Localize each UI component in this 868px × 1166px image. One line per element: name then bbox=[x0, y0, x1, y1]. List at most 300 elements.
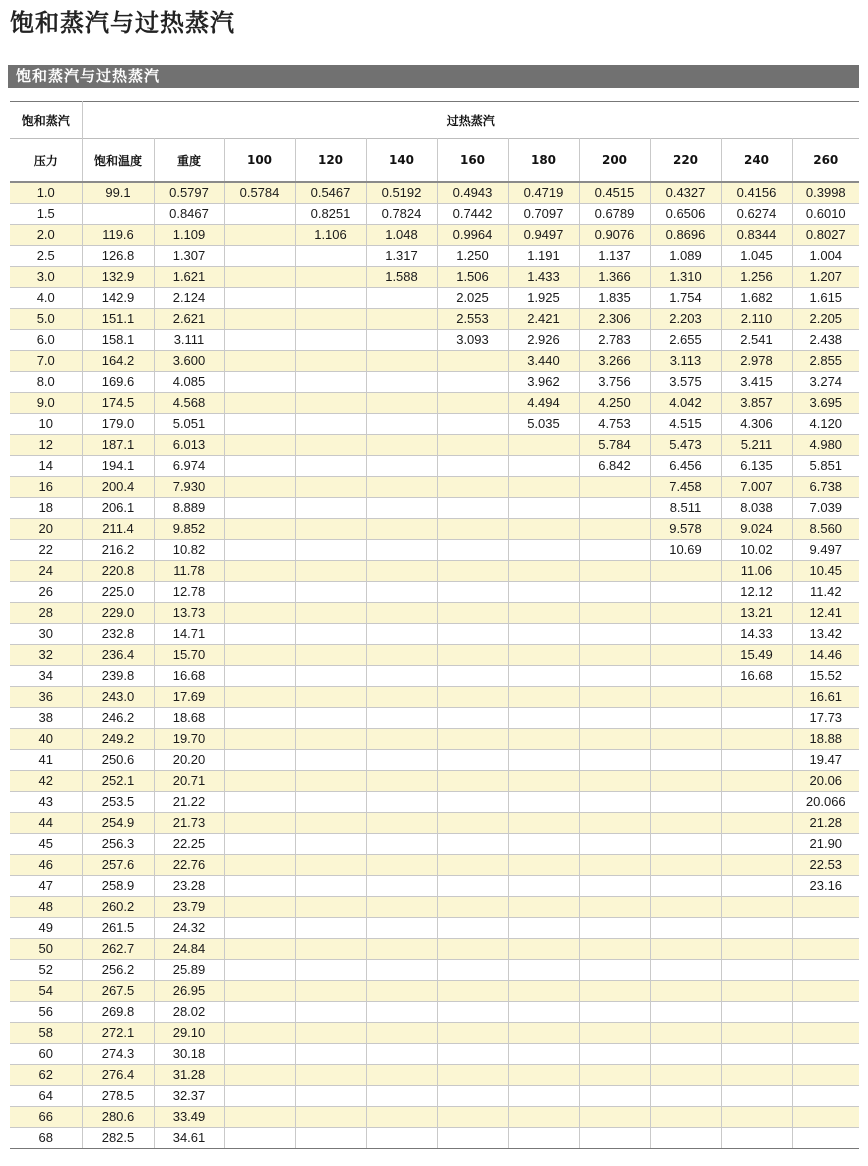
superheated-value-cell: 21.28 bbox=[792, 813, 859, 834]
table-row bbox=[10, 687, 859, 708]
superheated-value-cell: 3.962 bbox=[508, 372, 579, 393]
superheated-value-cell bbox=[508, 918, 579, 939]
superheated-value-cell bbox=[224, 897, 295, 918]
superheated-value-cell bbox=[579, 1065, 650, 1086]
superheated-value-cell bbox=[437, 456, 508, 477]
superheated-value-cell: 0.5192 bbox=[366, 182, 437, 204]
steam-table-container bbox=[10, 101, 859, 1149]
saturation-temp-cell: 126.8 bbox=[82, 246, 154, 267]
superheated-value-cell bbox=[579, 855, 650, 876]
pressure-cell: 24 bbox=[10, 561, 82, 582]
superheated-value-cell bbox=[295, 666, 366, 687]
superheated-value-cell bbox=[437, 624, 508, 645]
superheated-value-cell bbox=[295, 750, 366, 771]
specific-weight-cell: 23.79 bbox=[154, 897, 224, 918]
superheated-value-cell bbox=[437, 750, 508, 771]
superheated-value-cell bbox=[366, 645, 437, 666]
superheated-value-cell: 4.515 bbox=[650, 414, 721, 435]
table-row bbox=[10, 939, 859, 960]
superheated-value-cell: 6.738 bbox=[792, 477, 859, 498]
superheated-value-cell bbox=[650, 918, 721, 939]
superheated-value-cell bbox=[295, 624, 366, 645]
superheated-value-cell: 0.9964 bbox=[437, 225, 508, 246]
superheated-value-cell bbox=[792, 1065, 859, 1086]
superheated-value-cell bbox=[224, 1065, 295, 1086]
specific-weight-cell: 4.568 bbox=[154, 393, 224, 414]
specific-weight-cell: 1.621 bbox=[154, 267, 224, 288]
pressure-cell: 12 bbox=[10, 435, 82, 456]
superheated-value-cell bbox=[579, 540, 650, 561]
table-row bbox=[10, 897, 859, 918]
superheated-value-cell: 2.553 bbox=[437, 309, 508, 330]
superheated-value-cell bbox=[366, 624, 437, 645]
saturation-temp-cell: 256.2 bbox=[82, 960, 154, 981]
superheated-value-cell bbox=[224, 1107, 295, 1128]
specific-weight-cell: 33.49 bbox=[154, 1107, 224, 1128]
superheated-value-cell: 1.925 bbox=[508, 288, 579, 309]
superheated-value-cell bbox=[366, 288, 437, 309]
superheated-value-cell bbox=[721, 813, 792, 834]
superheated-value-cell bbox=[579, 1002, 650, 1023]
superheated-value-cell bbox=[224, 393, 295, 414]
superheated-value-cell bbox=[295, 729, 366, 750]
specific-weight-cell: 3.111 bbox=[154, 330, 224, 351]
superheated-value-cell: 1.754 bbox=[650, 288, 721, 309]
superheated-value-cell bbox=[792, 1128, 859, 1149]
saturation-temp-cell: 200.4 bbox=[82, 477, 154, 498]
saturation-temp-cell: 132.9 bbox=[82, 267, 154, 288]
superheated-value-cell bbox=[366, 519, 437, 540]
group-header-row bbox=[10, 102, 859, 139]
superheated-value-cell bbox=[437, 561, 508, 582]
table-row bbox=[10, 288, 859, 309]
superheated-value-cell: 5.211 bbox=[721, 435, 792, 456]
superheated-value-cell bbox=[579, 645, 650, 666]
saturation-temp-cell bbox=[82, 204, 154, 225]
superheated-value-cell: 14.46 bbox=[792, 645, 859, 666]
superheated-value-cell: 16.61 bbox=[792, 687, 859, 708]
pressure-cell: 18 bbox=[10, 498, 82, 519]
saturation-temp-cell: 261.5 bbox=[82, 918, 154, 939]
specific-weight-cell: 16.68 bbox=[154, 666, 224, 687]
superheated-value-cell bbox=[437, 1065, 508, 1086]
superheated-value-cell bbox=[508, 540, 579, 561]
superheated-value-cell: 1.191 bbox=[508, 246, 579, 267]
superheated-value-cell bbox=[579, 1128, 650, 1149]
saturation-temp-cell: 267.5 bbox=[82, 981, 154, 1002]
superheated-value-cell: 1.506 bbox=[437, 267, 508, 288]
column-header: 240 bbox=[721, 139, 792, 183]
table-row bbox=[10, 1002, 859, 1023]
table-row bbox=[10, 792, 859, 813]
page-title: 饱和蒸汽与过热蒸汽 bbox=[10, 9, 235, 37]
superheated-value-cell bbox=[366, 414, 437, 435]
superheated-value-cell bbox=[224, 771, 295, 792]
superheated-value-cell bbox=[295, 435, 366, 456]
saturation-temp-cell: 225.0 bbox=[82, 582, 154, 603]
superheated-value-cell bbox=[721, 792, 792, 813]
superheated-value-cell bbox=[508, 498, 579, 519]
superheated-value-cell bbox=[437, 414, 508, 435]
superheated-value-cell: 1.588 bbox=[366, 267, 437, 288]
superheated-value-cell bbox=[508, 834, 579, 855]
superheated-value-cell bbox=[721, 1044, 792, 1065]
superheated-value-cell: 2.205 bbox=[792, 309, 859, 330]
saturation-temp-cell: 187.1 bbox=[82, 435, 154, 456]
table-row bbox=[10, 876, 859, 897]
superheated-value-cell bbox=[295, 372, 366, 393]
superheated-value-cell bbox=[579, 939, 650, 960]
superheated-value-cell: 0.6010 bbox=[792, 204, 859, 225]
superheated-value-cell bbox=[295, 561, 366, 582]
column-header: 220 bbox=[650, 139, 721, 183]
table-row bbox=[10, 267, 859, 288]
superheated-value-cell bbox=[366, 456, 437, 477]
superheated-value-cell bbox=[295, 288, 366, 309]
superheated-value-cell bbox=[579, 981, 650, 1002]
superheated-value-cell bbox=[579, 603, 650, 624]
pressure-cell: 43 bbox=[10, 792, 82, 813]
superheated-value-cell: 3.266 bbox=[579, 351, 650, 372]
section-header-bar bbox=[8, 65, 859, 88]
superheated-value-cell bbox=[650, 876, 721, 897]
superheated-value-cell bbox=[650, 1044, 721, 1065]
superheated-value-cell bbox=[224, 666, 295, 687]
superheated-value-cell: 6.456 bbox=[650, 456, 721, 477]
superheated-value-cell bbox=[366, 435, 437, 456]
superheated-value-cell: 3.113 bbox=[650, 351, 721, 372]
superheated-value-cell: 10.02 bbox=[721, 540, 792, 561]
superheated-value-cell bbox=[650, 1128, 721, 1149]
superheated-value-cell bbox=[224, 288, 295, 309]
superheated-value-cell bbox=[721, 687, 792, 708]
superheated-value-cell bbox=[224, 876, 295, 897]
superheated-value-cell bbox=[366, 309, 437, 330]
superheated-value-cell bbox=[721, 1086, 792, 1107]
superheated-value-cell bbox=[579, 666, 650, 687]
superheated-value-cell: 1.256 bbox=[721, 267, 792, 288]
superheated-value-cell bbox=[579, 750, 650, 771]
table-row bbox=[10, 624, 859, 645]
superheated-value-cell bbox=[650, 771, 721, 792]
superheated-value-cell bbox=[295, 393, 366, 414]
superheated-value-cell: 2.438 bbox=[792, 330, 859, 351]
superheated-value-cell bbox=[295, 267, 366, 288]
superheated-value-cell bbox=[224, 813, 295, 834]
superheated-value-cell bbox=[224, 267, 295, 288]
superheated-value-cell bbox=[366, 918, 437, 939]
superheated-value-cell: 2.541 bbox=[721, 330, 792, 351]
superheated-value-cell bbox=[579, 1044, 650, 1065]
column-header: 260 bbox=[792, 139, 859, 183]
specific-weight-cell: 6.974 bbox=[154, 456, 224, 477]
superheated-value-cell bbox=[366, 561, 437, 582]
superheated-value-cell bbox=[366, 603, 437, 624]
saturation-temp-cell: 274.3 bbox=[82, 1044, 154, 1065]
superheated-value-cell: 15.49 bbox=[721, 645, 792, 666]
superheated-value-cell bbox=[295, 792, 366, 813]
superheated-value-cell bbox=[579, 876, 650, 897]
superheated-value-cell bbox=[721, 750, 792, 771]
superheated-value-cell bbox=[224, 309, 295, 330]
superheated-value-cell bbox=[508, 435, 579, 456]
superheated-value-cell bbox=[508, 519, 579, 540]
pressure-cell: 68 bbox=[10, 1128, 82, 1149]
table-row bbox=[10, 246, 859, 267]
superheated-value-cell bbox=[224, 246, 295, 267]
superheated-value-cell bbox=[366, 540, 437, 561]
superheated-value-cell bbox=[224, 456, 295, 477]
specific-weight-cell: 1.109 bbox=[154, 225, 224, 246]
table-row bbox=[10, 414, 859, 435]
superheated-value-cell bbox=[721, 1002, 792, 1023]
superheated-value-cell: 5.784 bbox=[579, 435, 650, 456]
superheated-value-cell bbox=[366, 897, 437, 918]
table-row bbox=[10, 225, 859, 246]
saturation-temp-cell: 243.0 bbox=[82, 687, 154, 708]
saturation-temp-cell: 211.4 bbox=[82, 519, 154, 540]
saturation-temp-cell: 206.1 bbox=[82, 498, 154, 519]
superheated-value-cell bbox=[721, 1128, 792, 1149]
superheated-value-cell bbox=[366, 1044, 437, 1065]
superheated-value-cell: 15.52 bbox=[792, 666, 859, 687]
superheated-value-cell bbox=[366, 876, 437, 897]
superheated-value-cell bbox=[650, 897, 721, 918]
superheated-value-cell bbox=[295, 477, 366, 498]
superheated-value-cell bbox=[295, 645, 366, 666]
superheated-value-cell bbox=[437, 582, 508, 603]
pressure-cell: 4.0 bbox=[10, 288, 82, 309]
superheated-value-cell: 1.366 bbox=[579, 267, 650, 288]
specific-weight-cell: 8.889 bbox=[154, 498, 224, 519]
superheated-value-cell bbox=[508, 729, 579, 750]
superheated-value-cell bbox=[224, 750, 295, 771]
superheated-value-cell bbox=[579, 1086, 650, 1107]
superheated-value-cell bbox=[295, 876, 366, 897]
pressure-cell: 42 bbox=[10, 771, 82, 792]
superheated-value-cell bbox=[224, 834, 295, 855]
saturation-temp-cell: 232.8 bbox=[82, 624, 154, 645]
superheated-value-cell bbox=[437, 708, 508, 729]
superheated-value-cell bbox=[437, 372, 508, 393]
superheated-value-cell bbox=[224, 351, 295, 372]
superheated-value-cell bbox=[650, 750, 721, 771]
superheated-value-cell bbox=[650, 687, 721, 708]
superheated-value-cell bbox=[650, 855, 721, 876]
specific-weight-cell: 0.8467 bbox=[154, 204, 224, 225]
superheated-value-cell bbox=[508, 771, 579, 792]
superheated-value-cell bbox=[224, 729, 295, 750]
pressure-cell: 44 bbox=[10, 813, 82, 834]
superheated-value-cell: 1.106 bbox=[295, 225, 366, 246]
superheated-value-cell bbox=[579, 1107, 650, 1128]
superheated-value-cell bbox=[224, 1044, 295, 1065]
pressure-cell: 49 bbox=[10, 918, 82, 939]
saturation-temp-cell: 236.4 bbox=[82, 645, 154, 666]
superheated-value-cell: 8.038 bbox=[721, 498, 792, 519]
superheated-value-cell bbox=[721, 939, 792, 960]
saturation-temp-cell: 258.9 bbox=[82, 876, 154, 897]
superheated-value-cell bbox=[437, 1002, 508, 1023]
superheated-value-cell: 16.68 bbox=[721, 666, 792, 687]
pressure-cell: 26 bbox=[10, 582, 82, 603]
saturation-temp-cell: 272.1 bbox=[82, 1023, 154, 1044]
table-row bbox=[10, 813, 859, 834]
superheated-value-cell: 12.12 bbox=[721, 582, 792, 603]
superheated-value-cell bbox=[224, 540, 295, 561]
superheated-value-cell: 13.42 bbox=[792, 624, 859, 645]
group-header-superheated: 过热蒸汽 bbox=[82, 102, 859, 139]
superheated-value-cell: 1.045 bbox=[721, 246, 792, 267]
table-row bbox=[10, 477, 859, 498]
specific-weight-cell: 4.085 bbox=[154, 372, 224, 393]
superheated-value-cell bbox=[224, 624, 295, 645]
pressure-cell: 20 bbox=[10, 519, 82, 540]
superheated-value-cell bbox=[366, 477, 437, 498]
superheated-value-cell: 0.4156 bbox=[721, 182, 792, 204]
superheated-value-cell: 9.578 bbox=[650, 519, 721, 540]
table-row bbox=[10, 204, 859, 225]
table-row bbox=[10, 351, 859, 372]
superheated-value-cell: 4.753 bbox=[579, 414, 650, 435]
pressure-cell: 48 bbox=[10, 897, 82, 918]
superheated-value-cell: 1.207 bbox=[792, 267, 859, 288]
specific-weight-cell: 21.73 bbox=[154, 813, 224, 834]
superheated-value-cell bbox=[650, 645, 721, 666]
pressure-cell: 32 bbox=[10, 645, 82, 666]
superheated-value-cell: 1.615 bbox=[792, 288, 859, 309]
superheated-value-cell bbox=[295, 351, 366, 372]
pressure-cell: 8.0 bbox=[10, 372, 82, 393]
saturation-temp-cell: 282.5 bbox=[82, 1128, 154, 1149]
pressure-cell: 22 bbox=[10, 540, 82, 561]
superheated-value-cell bbox=[508, 792, 579, 813]
superheated-value-cell bbox=[437, 729, 508, 750]
superheated-value-cell: 4.306 bbox=[721, 414, 792, 435]
superheated-value-cell bbox=[508, 1107, 579, 1128]
table-row bbox=[10, 1086, 859, 1107]
specific-weight-cell: 15.70 bbox=[154, 645, 224, 666]
pressure-cell: 30 bbox=[10, 624, 82, 645]
superheated-value-cell: 0.8344 bbox=[721, 225, 792, 246]
superheated-value-cell: 17.73 bbox=[792, 708, 859, 729]
saturation-temp-cell: 158.1 bbox=[82, 330, 154, 351]
pressure-cell: 9.0 bbox=[10, 393, 82, 414]
superheated-value-cell bbox=[650, 561, 721, 582]
superheated-value-cell bbox=[224, 582, 295, 603]
superheated-value-cell bbox=[650, 1065, 721, 1086]
specific-weight-cell: 20.71 bbox=[154, 771, 224, 792]
superheated-value-cell: 7.007 bbox=[721, 477, 792, 498]
specific-weight-cell: 24.32 bbox=[154, 918, 224, 939]
table-row bbox=[10, 1023, 859, 1044]
superheated-value-cell bbox=[437, 855, 508, 876]
column-header: 160 bbox=[437, 139, 508, 183]
superheated-value-cell: 3.274 bbox=[792, 372, 859, 393]
superheated-value-cell bbox=[295, 456, 366, 477]
superheated-value-cell bbox=[437, 519, 508, 540]
specific-weight-cell: 1.307 bbox=[154, 246, 224, 267]
table-row bbox=[10, 666, 859, 687]
superheated-value-cell bbox=[366, 372, 437, 393]
specific-weight-cell: 6.013 bbox=[154, 435, 224, 456]
superheated-value-cell: 3.756 bbox=[579, 372, 650, 393]
superheated-value-cell: 9.024 bbox=[721, 519, 792, 540]
superheated-value-cell bbox=[295, 246, 366, 267]
superheated-value-cell bbox=[366, 582, 437, 603]
specific-weight-cell: 26.95 bbox=[154, 981, 224, 1002]
superheated-value-cell: 3.440 bbox=[508, 351, 579, 372]
column-header-row bbox=[10, 139, 859, 183]
superheated-value-cell bbox=[295, 1002, 366, 1023]
superheated-value-cell bbox=[224, 414, 295, 435]
superheated-value-cell: 5.035 bbox=[508, 414, 579, 435]
superheated-value-cell bbox=[295, 540, 366, 561]
column-header: 饱和温度 bbox=[82, 139, 154, 183]
superheated-value-cell bbox=[437, 1107, 508, 1128]
superheated-value-cell: 8.511 bbox=[650, 498, 721, 519]
superheated-value-cell bbox=[579, 729, 650, 750]
specific-weight-cell: 22.76 bbox=[154, 855, 224, 876]
pressure-cell: 40 bbox=[10, 729, 82, 750]
superheated-value-cell bbox=[295, 897, 366, 918]
superheated-value-cell bbox=[295, 939, 366, 960]
pressure-cell: 3.0 bbox=[10, 267, 82, 288]
superheated-value-cell bbox=[437, 498, 508, 519]
table-row bbox=[10, 750, 859, 771]
superheated-value-cell bbox=[295, 1086, 366, 1107]
superheated-value-cell bbox=[650, 1086, 721, 1107]
superheated-value-cell: 7.039 bbox=[792, 498, 859, 519]
table-row bbox=[10, 645, 859, 666]
superheated-value-cell bbox=[437, 645, 508, 666]
superheated-value-cell bbox=[295, 1065, 366, 1086]
superheated-value-cell bbox=[508, 1002, 579, 1023]
superheated-value-cell bbox=[366, 981, 437, 1002]
superheated-value-cell bbox=[224, 498, 295, 519]
superheated-value-cell bbox=[295, 309, 366, 330]
superheated-value-cell bbox=[508, 477, 579, 498]
superheated-value-cell bbox=[650, 981, 721, 1002]
superheated-value-cell: 2.855 bbox=[792, 351, 859, 372]
column-header: 压力 bbox=[33, 153, 58, 168]
superheated-value-cell bbox=[792, 1107, 859, 1128]
superheated-value-cell bbox=[366, 498, 437, 519]
superheated-value-cell: 0.9497 bbox=[508, 225, 579, 246]
saturation-temp-cell: 174.5 bbox=[82, 393, 154, 414]
table-row bbox=[10, 582, 859, 603]
column-header: 180 bbox=[508, 139, 579, 183]
superheated-value-cell bbox=[295, 519, 366, 540]
specific-weight-cell: 2.124 bbox=[154, 288, 224, 309]
superheated-value-cell: 0.5467 bbox=[295, 182, 366, 204]
specific-weight-cell: 0.5797 bbox=[154, 182, 224, 204]
superheated-value-cell bbox=[366, 939, 437, 960]
superheated-value-cell bbox=[579, 708, 650, 729]
superheated-value-cell bbox=[437, 540, 508, 561]
superheated-value-cell: 1.682 bbox=[721, 288, 792, 309]
superheated-value-cell bbox=[721, 834, 792, 855]
superheated-value-cell bbox=[224, 372, 295, 393]
specific-weight-cell: 5.051 bbox=[154, 414, 224, 435]
specific-weight-cell: 10.82 bbox=[154, 540, 224, 561]
superheated-value-cell bbox=[579, 561, 650, 582]
saturation-temp-cell: 164.2 bbox=[82, 351, 154, 372]
superheated-value-cell bbox=[650, 1107, 721, 1128]
superheated-value-cell: 2.025 bbox=[437, 288, 508, 309]
superheated-value-cell bbox=[579, 519, 650, 540]
superheated-value-cell bbox=[224, 519, 295, 540]
